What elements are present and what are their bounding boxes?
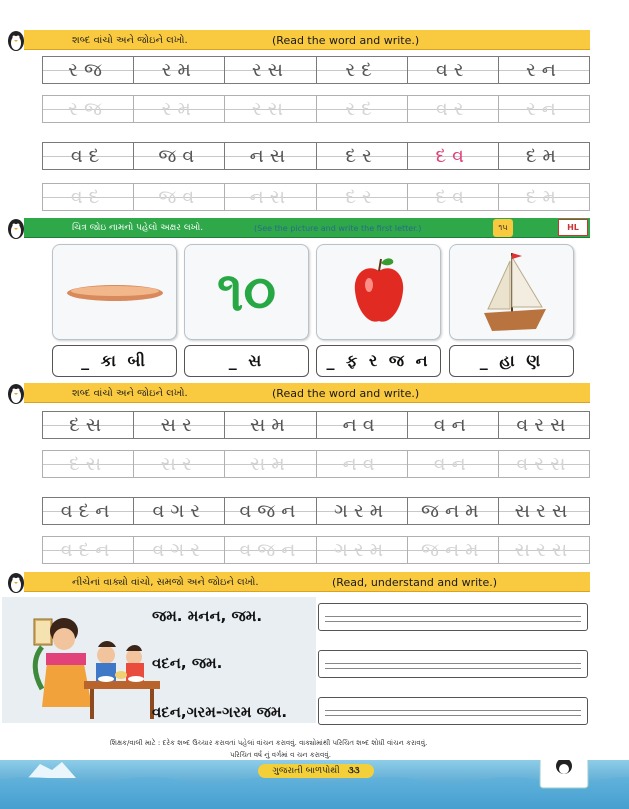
teacher-note (110, 737, 520, 761)
trace-cell[interactable]: ગરમ (316, 536, 407, 564)
word-row (42, 142, 590, 170)
word-row (42, 497, 590, 525)
page-number-bar (258, 764, 374, 778)
picture-apple (316, 244, 441, 340)
word-cell: વગર (133, 497, 224, 525)
word-cell: ગરમ (316, 497, 407, 525)
section2-title: ચિત્ર જોઇ નામનો પહેલો અક્ષર લખો. (72, 223, 204, 233)
section1-banner (2, 28, 590, 52)
trace-cell[interactable]: જનમ (407, 536, 498, 564)
section3-title-en: (Read the word and write.) (272, 386, 420, 400)
word-cell: વદન (42, 497, 133, 525)
page-badge: ૧૫ (493, 219, 513, 237)
trace-cell[interactable]: વદન (42, 536, 133, 564)
section4-banner (2, 570, 590, 594)
trace-cell[interactable]: જવ (133, 183, 224, 211)
word-cell: નસ (224, 142, 315, 170)
word-cell: દર (316, 142, 407, 170)
word-cell: વજન (224, 497, 315, 525)
penguin-icon (5, 216, 27, 240)
penguin-icon (5, 381, 27, 405)
trace-cell[interactable]: રદ (316, 95, 407, 123)
book-title: ગુજરાતી બાળપોથી (272, 766, 340, 776)
word-cell: સમ (224, 411, 315, 439)
answer-box[interactable]: _ કા બી (52, 345, 177, 377)
hl-badge: HL (558, 219, 588, 236)
trace-row (42, 536, 590, 564)
section3-title: શબ્દ વાંચો અને જોઇને લખો. (72, 387, 188, 399)
word-cell: દમ (498, 142, 590, 170)
word-cell: વન (407, 411, 498, 439)
trace-cell[interactable]: દવ (407, 183, 498, 211)
plate-icon (53, 245, 178, 341)
trace-cell[interactable]: દસ (42, 450, 133, 478)
word-cell: રસ (224, 56, 315, 84)
picture-boat (449, 244, 574, 340)
teacher-note-line: પરિચિત વર્ષ નું વર્ગમાં વ ચન કરાવવું. (230, 751, 331, 759)
penguin-icon (5, 570, 27, 594)
section1-title: શબ્દ વાંચો અને જોઇને લખો. (72, 34, 188, 46)
section3-banner (2, 381, 590, 405)
teacher-note-line: શિક્ષક/વાલી માટે : દરેક શબ્દ ઉચ્ચાર કરાવતાં પહેલાં વાંચન કરાવવું. વાક્યોમાંથી પરિચિત શબ્દ શોધી વાંચન કરાવવું. (110, 739, 428, 747)
section4-title-en: (Read, understand and write.) (332, 575, 498, 589)
section4-title: નીચેનાં વાક્યો વાંચો, સમજો અને જોઇને લખો. (72, 576, 259, 588)
writing-line[interactable] (318, 697, 588, 725)
writing-line[interactable] (318, 603, 588, 631)
sentence: વદન,ગરમ-ગરમ જમ. (152, 703, 288, 721)
trace-row (42, 450, 590, 478)
word-cell: જવ (133, 142, 224, 170)
trace-cell[interactable]: સમ (224, 450, 315, 478)
word-cell: રજ (42, 56, 133, 84)
word-cell: વર (407, 56, 498, 84)
word-cell: સર (133, 411, 224, 439)
word-cell: જનમ (407, 497, 498, 525)
trace-cell[interactable]: દમ (498, 183, 590, 211)
trace-cell[interactable]: રસ (224, 95, 315, 123)
word-cell: રદ (316, 56, 407, 84)
word-row (42, 56, 590, 84)
section1-title-en: (Read the word and write.) (272, 33, 420, 47)
word-cell: વદ (42, 142, 133, 170)
word-cell: રમ (133, 56, 224, 84)
answer-box[interactable]: _ સ (184, 345, 309, 377)
trace-row (42, 183, 590, 211)
trace-cell[interactable]: વન (407, 450, 498, 478)
trace-cell[interactable]: વદ (42, 183, 133, 211)
word-cell: સરસ (498, 497, 590, 525)
sentence: વદન, જમ. (152, 654, 223, 672)
trace-row (42, 95, 590, 123)
trace-cell[interactable]: વજન (224, 536, 315, 564)
trace-cell[interactable]: રમ (133, 95, 224, 123)
sentence: જમ. મનન, જમ. (152, 607, 263, 625)
number-ten: ૧૦ (217, 260, 276, 323)
penguin-icon (5, 28, 27, 52)
word-cell: વરસ (498, 411, 590, 439)
trace-cell[interactable]: રજ (42, 95, 133, 123)
trace-cell[interactable]: વર (407, 95, 498, 123)
word-cell: રન (498, 56, 590, 84)
picture-number (184, 244, 309, 340)
section2-banner (2, 216, 590, 240)
section2-title-en: (See the picture and write the first letter.) (254, 223, 422, 233)
trace-cell[interactable]: નસ (224, 183, 315, 211)
writing-line[interactable] (318, 650, 588, 678)
word-cell: દવ (407, 142, 498, 170)
answer-box[interactable]: _ ફ ર જ ન (316, 345, 441, 377)
trace-cell[interactable]: વરસ (498, 450, 590, 478)
trace-cell[interactable]: રન (498, 95, 590, 123)
word-cell: દસ (42, 411, 133, 439)
trace-cell[interactable]: વગર (133, 536, 224, 564)
trace-cell[interactable]: સર (133, 450, 224, 478)
word-row (42, 411, 590, 439)
apple-icon (317, 245, 442, 341)
trace-cell[interactable]: સરસ (498, 536, 590, 564)
boat-icon (450, 245, 575, 341)
page-number: ૩૩ (347, 766, 360, 776)
trace-cell[interactable]: દર (316, 183, 407, 211)
word-cell: નવ (316, 411, 407, 439)
picture-plate (52, 244, 177, 340)
trace-cell[interactable]: નવ (316, 450, 407, 478)
answer-box[interactable]: _ હા ણ (449, 345, 574, 377)
